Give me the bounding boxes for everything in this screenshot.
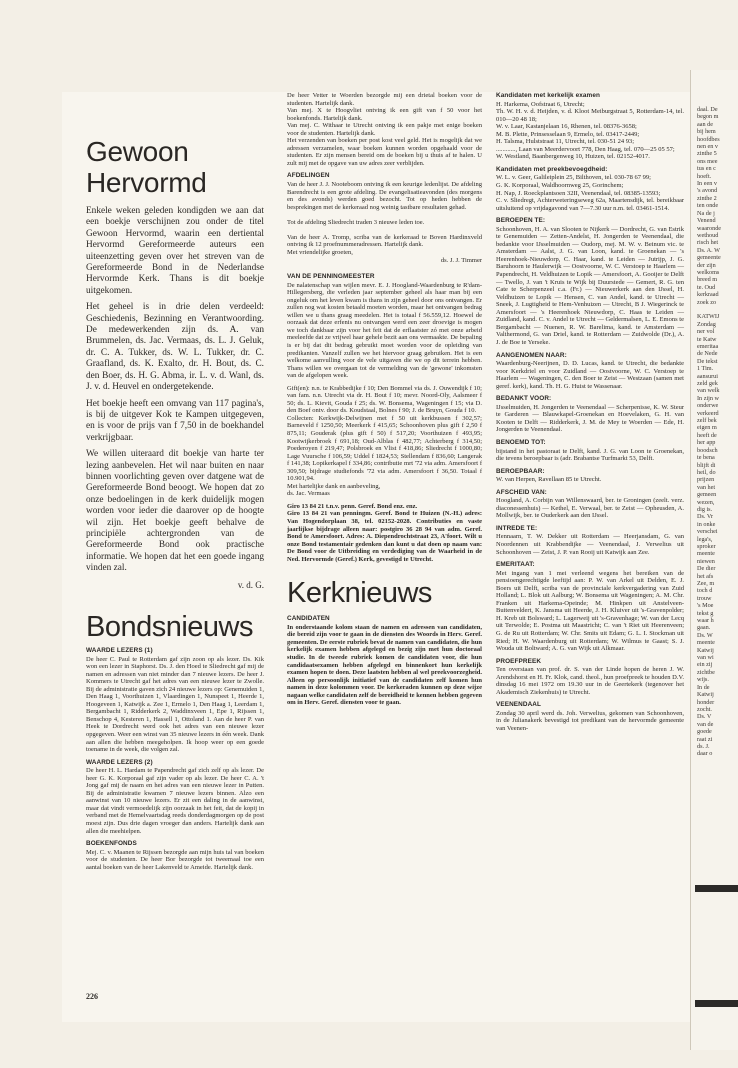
bondsnieuws-section <box>86 647 264 871</box>
section-body: Zondag 30 april werd ds. Joh. Verwelius, gekomen van Schoonhoven, in de Julianakerk bevestigd tot predikant van de hervormde gemeente van Veenen- <box>496 709 684 733</box>
section-body: Hoogland, A. Corbijn van Willenswaard, ber. te Groningen (zeelt. verz. diaconessenhuis) — Kethel, E. Verwaal, ber. te Zeist — Opheusden, A. Mollwijk, ber. te Ouderkerk aan den IJssel. <box>496 497 684 520</box>
section-body: De heer C. Paul te Rotterdam gaf zijn zoon op als lezer. Ds. Kik won een lezer in Staphorst. Ds. J. den Hoed te Sliedrecht gaf mij de namen en adressen van niet minder dan 7 nieuwe lezers. De heer J. Kommers te Utrecht gaf het adres van een nieuwe lezer te Zwolle. Bij de administratie gaven zich 24 nieuwe lezers op: Genemuiden 1, Den Haag 1, Voorthuizen 1, Vlaardingen 1, Nunspeet 1, Heerde 1, Hoogeveen 1, Katwijk a. Zee 1, Ermelo 1, Den Haag 1, Leerdam 1, Bergambacht 1, Ridderkerk 2, Waddinxveen 1, Epe 1, Rijssen 1, Benschop 4, Kesteren 1, Hassell 1, Ottoland 1. Aan de heer P. van Heek te Dordrecht werd ook het adres van een nieuwe lezer opgegeven. Weer een winst van 35 nieuwe lezers in één week. Dank aan allen die hebben meegeholpen. Ik hoop weer op een goede toename in de week, die volgen zal. <box>86 655 264 754</box>
page-number: 226 <box>86 992 98 1001</box>
section-body: bijstand in het pastoraat te Delft, kand. J. G. van Loon te Groenekan, die tevens beroepbaar is (adr. Brabantse Turfmarkt 53, Delft. <box>496 447 684 463</box>
gewoon-hervormd-article <box>86 206 264 591</box>
section-body: Schoonhoven, H. A. van Slooten te Nijkerk — Dordrecht, G. van Estrik te Genemuiden — Zetten-Andelst, H. Jongerden te Veenendaal, die bedankte voor IJsselmuiden — Oudorp, mej. M. W. v. Beinum vic. te Amsterdam — Aalst, J. G. van Loon, kand. te Groenekan — 's Heerenhoek-Nieuwdorp, C. Haar, kand. te Leiden — Jutrijp, J. G. Baruhoorn te Haulerwijk — Oostvoorne, W. C. Verstoep te Haarlem — Papendrecht, H. Veldhuizen te Lopik — Amersfoort, A. Gooijer te Delft — Twello, J. van 't Kruis te Wijk bij Duurstede — Gemert, R. G. ten Cate te Scherpenzeel c.a. (Fr.) — Nieuwerkerk aan den IJssel, H. Veldhuizen te Lopik — Hensen, C. van Andel, kand. te Utrecht — Sneek, J. Lugtigheid te Hem-Venhuizen — Utrecht, B J. Wiegerinck te Amersfoort — 's Heerenhoek Nieuwdorp, C. Haas te Leiden — Zuidland, kand. C. v. Andel te Utrecht — Geldermalsen, L. E. Emons te Bergambacht — Nuenen, R. W. Barelima, kand. te Amsterdam — Valthermond, G. van Driel, kand. te Rotterdam — Zuidwolde (Dr.), A. J. de Boe te Yerseke. <box>496 225 684 346</box>
section-body: Met ingang van 1 mei verleend wegens het bereiken van de pensioengerechtigde leeftijd aan: P. W. van Arkel uit Delden, E. J. Boers uit Delft, scriba van de provinciale kerkvergadering van Zuid Holland; L. Blok uit Aalburg; W. Bonsema uit Wageningen; A. M. Chr. Franken uit Harkema-Opeinde; M. Hinkpen uit Anstelveen-Buitenveldert, K. Jansma uit Heerde, J. H. Kluiver uit 's-Gravenpolder; H. Kreb uit Bolsward; L. Lagerweij uit 's-Gravenhage; W. van der Lecq uit Terwolde; E. Postma uit Maastricht; C. van 't Riet uit Heerenveen; G. de Ru uit Rotterdam; W. Chr. Smits uit Edam; G. L. I. Stockman uit Ried; H. W. Waardenburg uit Rotterdam; W. Wilmus te Gaast; S. J. Wouda uit Boltward; A. G. van Wijk uit Alkmaar. <box>496 569 684 653</box>
facing-page-text: daal. De begon m aan de bij hem hoofdbes nen en v zinthe 5 ons mee tus en c hoeft. In een v 's avond zinthe 2 ten onde Na de j Venend waaronde wethoud risch het Ds. A. W gemeente der zijn welkoms breed m te. Oud kerkraad zoek zo KATWIJ Zondag ner vol te Katw emeritaa de Nede De tekst 1 Tim. aansurui zeld gek van welk In zijn w onderwe verkeerd zelf bek eigen m heeft de her app boodsch te bena blijft di heil, do prijzen van het gemeen wezen, dig is. Ds. Vr in onke verschei lega's, sproker meente niewen De dier het afs Zee, m toch d trouw 's Moe tekst g waar h gaan. Ds. W meente Katwij van wi ein zij zichtbe wijs. In de Katwij honder zocht. Ds. V van de goede raat zi ds. J. daar o <box>697 106 722 758</box>
section-heading: VEENENDAAL <box>496 701 542 709</box>
article-signature: v. d. G. <box>237 579 264 590</box>
gewoon-hervormd-title: Gewoon Hervormd <box>86 136 207 198</box>
article-paragraph: Enkele weken geleden kondigden we aan dat een boekje verschijnen zou onder de titel Gewoon Hervormd, waarin een dertiental Hervormd Gereformeerde auteurs een uiteenzetting geven over het streven van de Gereformeerde Bond in de Nederlandse Hervormde Kerk. Thans is dit boekje uitgekomen. <box>86 206 264 296</box>
column-left <box>86 92 264 876</box>
giro-info: Giro 13 84 21 t.n.v. penn. Geref. Bond enz. enz. Giro 13 84 21 van penningm. Geref. Bond te Huizen (N.-H.) adres: Van Hogendorplaan 38, tel. 02152-2028. Contributies en vaste jaarlijkse bijdrage alleen naar: postgiro 36 28 94 van adm. Geref. Bond te Amersfoort. Adres: A. Diependrochtstraat 23, A'foort. Wilt u onze Bond testamentair gedenken dan kunt u dat doen op naam van: De Bond voor de Uitbreiding en verdediging van de Waarheid in de Ned. Hervormde (Geref.) Kerk, gevestigd te Utrecht. <box>287 502 482 563</box>
section-heading: AFSCHEID VAN: <box>496 488 547 496</box>
giften-list: Gift(en): n.n. te Krabbedijke f 10; Den Bommel via ds. J. Ouwendijk f 10; van fam. n.n. Utrecht via dr. H. Bout f 10; mevr. Noord-Oly, Aalsmeer f 50; ds. L. Kievit, Gouda f 25; ds. W. Bonsema, Wageningen f 15; via D. den Boef ontv. door ds. Koudstaal, Bolnes f 90; J. de Bruyn, Gouda f 10. Collecten: Kerkwijk-Delwijnen met f 50 uit kerkbussen f 302,57; Barneveld f 1250,50; Meerkerk f 415,65; Schoonhoven plus gift f 2,50 f 875,11; Gouderak (plus gift f 50) f 517,20; Voorthuizen f 493,95; Kootwijkerbroek f 691,18; Oud-Alblas f 482,77; Achterberg f 314,50; Poederoyen f 219,47; Polsbroek en Vlist f 418,86; Sliedrecht f 1000,80; Lage Vuursche f 106,59; Uddel f 1824,53; Stellendam f 836,60; Langerak f 141,38; Lopikerkapel f 334,86; contributie mrt '72 via adm. Amersfoort f 309,50; bijdrage studiefonds '72 via adm. Amersfoort f 36,50. Totaal f 10.901,94. Met hartelijke dank en aanbeveling, ds. Jac. Vermaas <box>287 384 482 498</box>
section-heading: BEROEPBAAR: <box>496 467 545 475</box>
section-heading: CANDIDATEN <box>287 615 330 623</box>
section-heading: WAARDE LEZERS (2) <box>86 758 153 766</box>
candidaten-intro: In onderstaande kolom staan de namen en adressen van candidaten, die bereid zijn voor te gaan in de diensten des Woords in Herv. Geref. gemeenten. De eerste rubriek bevat de namen van candidaten, die hun kerkelijk examen hebben afgelegd en bezig zijn met hun doctoraal studie. In de tweede rubriek komen de candidaten voor, die hun candidaatsexamen hebben afgelegd en binnenkort hun kerkelijk examen hopen te doen. Deze laatsten hebben al wel preekvoorzegheid. Alleen op persoonlijk initiatief van de candidaten zelf komen hun namen in deze kolommen voor. De kerkeraden kunnen op deze wijze nagaan welke candidaten zelf de bereidheid te kennen hebben gegeven om in Herv. Geref. diensten voor te gaan. <box>287 623 482 707</box>
afdelingen-body: Van de heer J. J. Nooteboom ontving ik een keurige ledenlijst. De afdeling Barendrecht is een grote afdeling. De evangelisatieavonden (des morgens en des avonds) werden goed bezocht. Tot op heden hebben de besprekingen met de kerkeraad nog weinig tastbare resultaten gehad. Tot de afdeling Sliedrecht traden 3 nieuwe leden toe. Van de heer A. Tromp, scriba van de kerkeraad te Boven Hardinxveld ontving ik 12 proefnummeradressen. Hartelijk dank. Met vriendelijke groeten, <box>287 181 482 256</box>
section-body: De heer H. L. Hardam te Papendrecht gaf zich zelf op als lezer. De heer G. K. Korporaal gaf zijn vader op als lezer. De heer C. A. 't Jong gaf mij de naam en het adres van een nieuwe lezer in Putten. Bij de administratie kwamen 7 nieuwe lezers binnen. Alzo een aanwinst van 10 nieuwe lezers. Er zit een daling in de aanwinst, maar dat vindt vermoedelijk zijn oorzaak in het feit, dat de kopij in verband met de Hemelvaartsdag reeds donderdagmorgen op de post moest zijn. Dus drie dagen vroeger dan anders. Hartelijk dank aan allen die meehielpen. <box>86 767 264 835</box>
section-heading: VAN DE PENNINGMEESTER <box>287 273 375 281</box>
section-heading: BEROEPEN TE: <box>496 217 546 225</box>
section-heading: AFDELINGEN <box>287 172 330 180</box>
section-body: Ten overstaan van prof. dr. S. van der Linde hopen de heren J. W. Arendshorst en H. Fr. Klok, cand. theol., hun proefpreek te houden D.V. dinsdag 16 mei 1972 om 19.30 uur in de Geertekerk (tegenover het Akademisch Ziekenhuis) te Utrecht. <box>496 666 684 696</box>
article-paragraph: Het boekje heeft een omvang van 117 pagina's, is bij de uitgever Kok te Kampen uitgegeven, en is voor de prijs van f 7,50 in de boekhandel verkrijgbaar. <box>86 398 264 443</box>
section-body: Waardenburg-Neerijnen, D. D. Lucas, kand. te Utrecht, die bedankte voor Kerkdriel en voor Zuidland — Oostvoorne, W. C. Verstoep te Haarlem — Wageningen, C. den Boer te Zeist — Westzaan (samen met geref. kerk), kand. Th. H. G. Huist te Wassenaar. <box>496 360 684 390</box>
section-body: W. van Herpen, Ravellaan 85 te Utrecht. <box>496 476 602 484</box>
facing-page-bar <box>695 1000 738 1007</box>
kerknieuws-title: Kerknieuws <box>287 577 432 610</box>
section-heading: Kandidaten met preekbevoegdheid: <box>496 165 608 173</box>
section-heading: Kandidaten met kerkelijk examen <box>496 92 600 99</box>
facing-page-bar <box>695 885 738 892</box>
section-heading: PROEFPREEK <box>496 657 542 665</box>
article-paragraph: We willen uiteraard dit boekje van harte ter lezing aanbevelen. Het wil naar buiten en naar binnen voorlichting geven over datgene wat de Gereformeerde Bond beoogt. We hopen dat zo onze bedoelingen in de kerk duidelijk mogen worden voor ieder die daarover op de hoogte wil zijn. Het boekje geeft behalve de principiële achtergronden van de Gereformeerde Bond ook practische informatie. We hopen dat het een goede ingang vinden zal. <box>86 449 264 574</box>
magazine-page <box>62 92 690 1022</box>
section-heading: AANGENOMEN NAAR: <box>496 351 567 359</box>
candidates-list: W. L. v. Geer, Galileiplein 25, Bilthoven, tel. 030-78 67 99; G. K. Korporaal, Waldhoornweg 25, Gorinchem; H. Nap, J. Roeckplantsoen 32II, Veenendaal, tel. 08385-13593; C. v. Sliedregt, Achterweteringseweg 62a, Maartensdijk, tel. bereikbaar uitsluitend op vrijdagavond van 7—7.30 uur n.m. tel. 03461-1514. <box>496 174 684 212</box>
article-paragraph: Het geheel is in drie delen verdeeld: Geschiedenis, Bezinning en Verantwoording. De medewerkenden zijn ds. A. van Brummelen, ds. Jac. Vermaas, ds. L. J. Geluk, dr. C. A. Tukker, ds. W. L. Tukker, dr. C. Graafland, ds. K. Exalto, dr. H. Bout, ds. C. den Boer, ds. H. G. Abma, ir. L. v. d. Wanl, ds. J. v. d. Heuvel en ondergetekende. <box>86 302 264 393</box>
section-body: Mej. C. v. Maanen te Rijssen bezorgde aan mijn huis tal van boeken voor de studenten. De heer Bor bezorgde tot tweemaal toe een aantal boeken van de heer Lakenveld te Ameide. Hartelijk dank. <box>86 848 264 871</box>
facing-page-edge <box>690 70 738 1050</box>
section-body: IJsselmuiden, H. Jongerden te Veenendaal — Scherpenisse, K. W. Steur te Garderen — Blauwkapel-Groenekan en Hoevelaken, G. H. van Kooten te Delft — Ridderkerk, J. M. de Mey te Woerden — Ede, H. Jongerden te Veenendaal. <box>496 403 684 434</box>
section-heading: EMERITAAT: <box>496 561 535 569</box>
bondsnieuws-title: Bondsnieuws <box>86 611 253 643</box>
section-body: Hennaarn, T. W. Dekker uit Rotterdam — Heerjansdam, G. van Noordennen uit Krabbendijke — Veenendaal, J. Verwelius uit Schoonhoven — Zeist, J. P. van Rooij uit Katwijk aan Zee. <box>496 533 684 556</box>
candidates-list: H. Harkema, Oofstraat 6, Utrecht; Th. W. H. v. d. Heijden, v. d. Kloot Meiburgstraat 5, Rotterdam-14, tel. 010—20 48 18; W. v. Laar, Kastanjelaan 16, Rhenen, tel. 08376-3658; M. B. Plette, Prinsesselaan 9, Ermelo, tel. 03417-2449; H. Talsma, Hulststraat 11, Utrecht, tel. 030-51 24 93; ............, Laan van Meerdervoort 778, Den Haag, tel. 070—25 05 57; W. Westland, Baanbergenweg 10, Huizen, tel. 02152-4017. <box>496 100 684 161</box>
boekenfonds-continued: De heer Vetter te Woerden bezorgde mij een drietal boeken voor de studenten. Hartelijk dank. Van mej. X te Hoogvliet ontving ik een gift van f 50 voor het boekenfonds. Hartelijk dank. Van mej. C. Withaar te Utrecht ontving ik een pakje met enige boeken voor de studenten. Hartelijk dank. Het verzenden van boeken per post kost veel geld. Het is mogelijk dat we adressen verzamelen, waar boeken kunnen worden opgehaald voor de studenten. Er zijn mensen bereid om de boeken bij u thuis af te halen. U zult mij met de opgave van uw adres zeer verblijden. <box>287 92 482 167</box>
penningmeester-body: De nalatenschap van wijlen mevr. E. J. Hoogland-Waardenburg te R'dam-Hillegersberg, die verleden jaar september geheel als haar man bij een ongeluk om het leven kwam is thans in zijn geheel door ons ontvangen. Er zullen nog wat kosten betaald moeten worden, maar het ontvangen bedrag willen we u thans graag meedelen. Het is totaal f 56.559,12. Hoewel de oorzaak dat deze erfenis nu ontvangen werd een zeer droevige is mogen we toch dankbaar zijn voor het feit dat de erflaatster zó met onze arbeid meeleefde dat ze vrijwel haar gehele bezit aan ons vermaakte. De bepaling is er bij dat dit bedrag gebruikt moet worden voor de opleiding van predikanten. Vanzelf zullen we het hiervoor graag gebruiken. Het is een welkome aanvulling voor de vele uitgaven die we op dit terrein hebben. Thans willen we overgaan tot de vermelding van de 'gewone' inkomsten van de afgelopen week. <box>287 281 482 380</box>
afdelingen-signature: ds. J. J. Timmer <box>440 257 482 265</box>
column-middle <box>287 92 482 712</box>
column-right <box>496 92 684 738</box>
section-heading: BOEKENFONDS <box>86 840 137 848</box>
section-heading: WAARDE LEZERS (1) <box>86 647 153 654</box>
section-heading: INTREDE TE: <box>496 524 538 532</box>
section-heading: BEDANKT VOOR: <box>496 395 552 403</box>
section-heading: BENOEMD TOT: <box>496 438 546 446</box>
